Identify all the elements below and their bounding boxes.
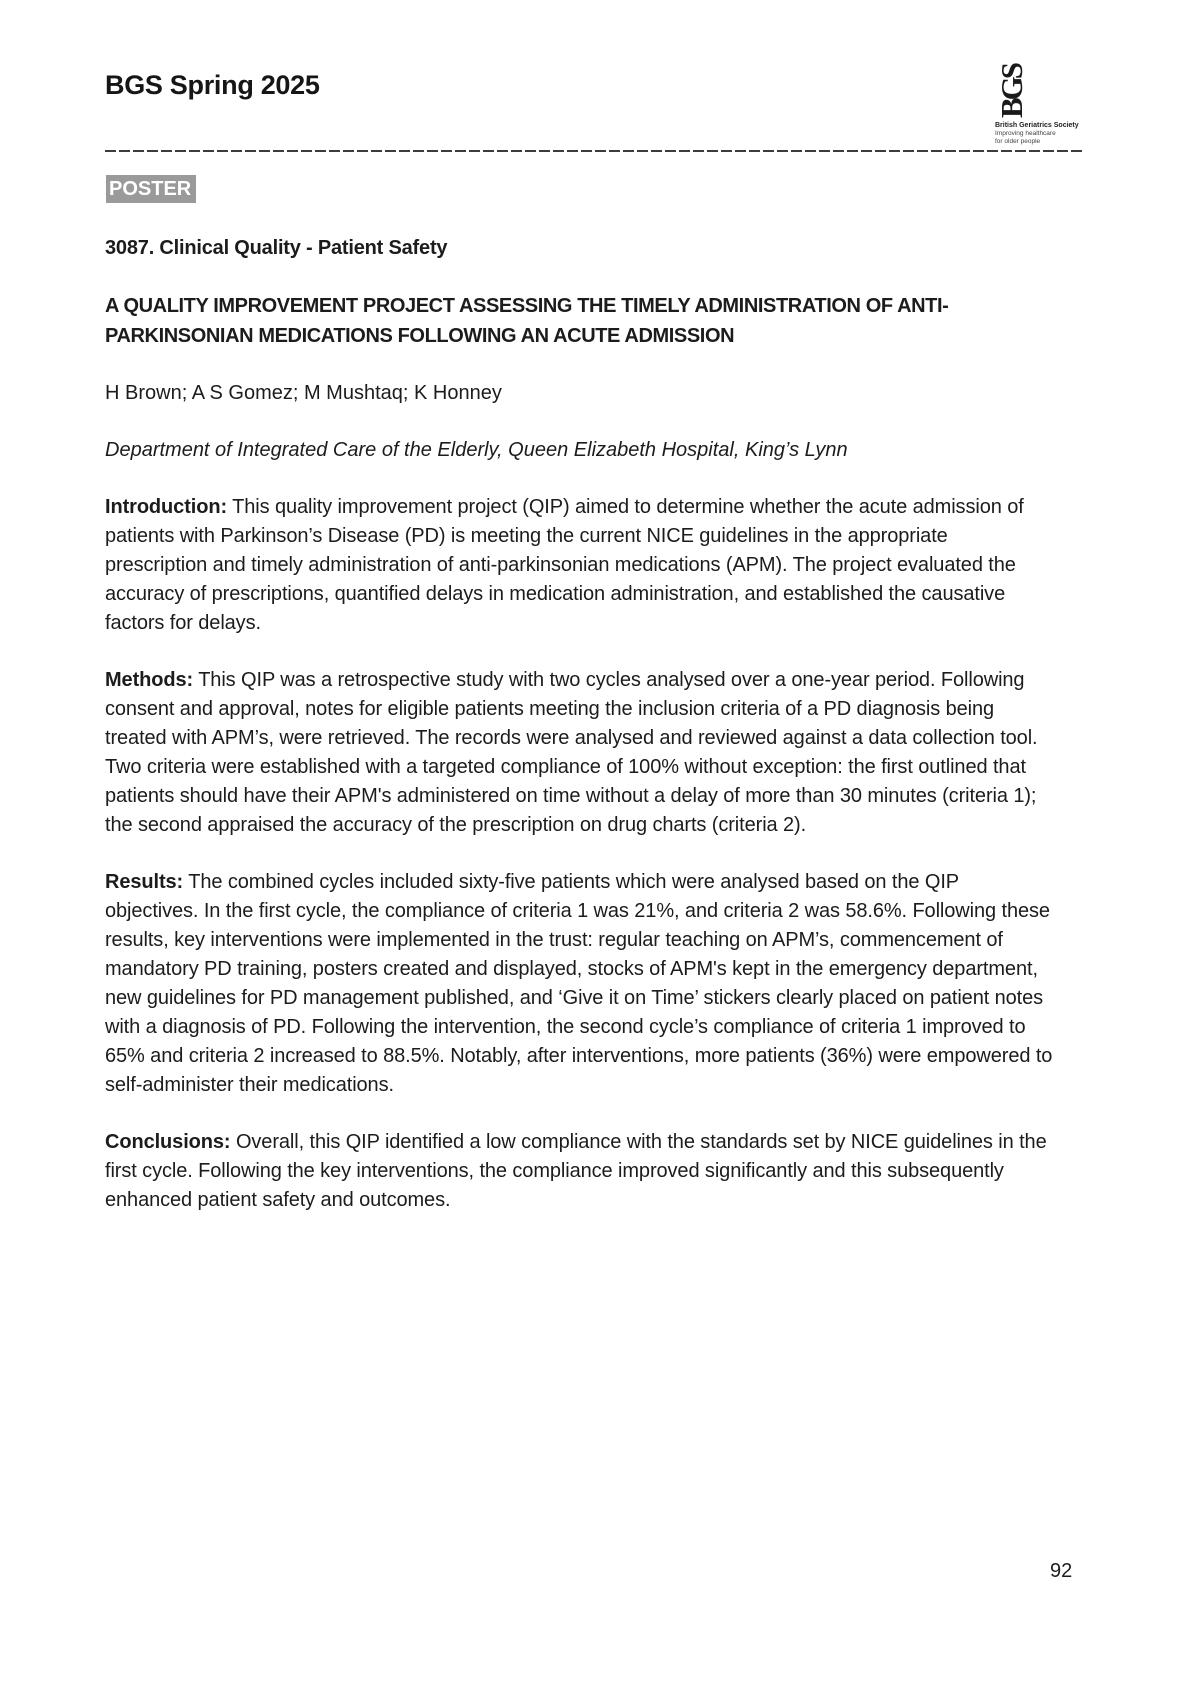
methods-text: This QIP was a retrospective study with two cycles analysed over a one-year period. Following consent and approval, notes for eligible patients meeting the inclusion criteria of a PD diagnosis being treated with APM’s, were retrieved. The records were analysed and reviewed against a data collection tool. Two criteria were established with a targeted compliance of 100% without exception: the first outlined that patients should have their APM's administered on time without a delay of more than 30 minutes (criteria 1); the second appraised the accuracy of the prescription on drug charts (criteria 2). [105, 669, 1038, 836]
methods-label: Methods: [105, 669, 194, 691]
conclusions-paragraph [105, 1128, 1055, 1215]
page-number: 92 [1050, 1560, 1073, 1582]
abstract-content [105, 234, 1055, 1215]
poster-badge: POSTER [106, 175, 196, 203]
bgs-logo-mark: BGS [994, 64, 1029, 118]
introduction-label: Introduction: [105, 496, 228, 518]
methods-paragraph [105, 666, 1055, 840]
bgs-logo-tagline-1: Improving healthcare [995, 130, 1056, 137]
introduction-paragraph [105, 493, 1055, 638]
conclusions-text: Overall, this QIP identified a low compliance with the standards set by NICE guidelines in the first cycle. Following the key interventions, the compliance improved significantly and this subsequently enhanced patient safety and outcomes. [105, 1131, 1047, 1211]
page-title: BGS Spring 2025 [105, 70, 320, 100]
affiliation-line: Department of Integrated Care of the Elderly, Queen Elizabeth Hospital, King’s Lynn [105, 439, 848, 461]
bgs-logo-tagline-2: for older people [995, 138, 1041, 145]
bgs-logo-caption [995, 122, 1085, 146]
results-paragraph [105, 868, 1055, 1100]
introduction-text: This quality improvement project (QIP) aimed to determine whether the acute admission of patients with Parkinson’s Disease (PD) is meeting the current NICE guidelines in the appropriate prescription and timely administration of anti-parkinsonian medications (APM). The project evaluated the accuracy of prescriptions, quantified delays in medication administration, and established the causative factors for delays. [105, 496, 1024, 634]
authors-line: H Brown; A S Gomez; M Mushtaq; K Honney [105, 382, 502, 404]
results-text: The combined cycles included sixty-five patients which were analysed based on the QIP objectives. In the first cycle, the compliance of criteria 1 was 21%, and criteria 2 was 58.6%. Following these results, key interventions were implemented in the trust: regular teaching on APM’s, commencement of mandatory PD training, posters created and displayed, stocks of APM's kept in the emergency department, new guidelines for PD management published, and ‘Give it on Time’ stickers clearly placed on patient notes with a diagnosis of PD. Following the intervention, the second cycle’s compliance of criteria 1 improved to 65% and criteria 2 increased to 88.5%. Notably, after interventions, more patients (36%) were empowered to self-administer their medications. [105, 871, 1053, 1096]
conclusions-label: Conclusions: [105, 1131, 231, 1153]
abstract-title: A QUALITY IMPROVEMENT PROJECT ASSESSING THE TIMELY ADMINISTRATION OF ANTI-PARKINSONIAN MEDICATIONS FOLLOWING AN ACUTE ADMISSION [105, 295, 949, 347]
separator-line [105, 150, 1085, 152]
results-label: Results: [105, 871, 184, 893]
bgs-logo-org-name: British Geriatrics Society [995, 122, 1079, 129]
bgs-logo [995, 50, 1135, 146]
session-heading: 3087. Clinical Quality - Patient Safety [105, 237, 448, 259]
